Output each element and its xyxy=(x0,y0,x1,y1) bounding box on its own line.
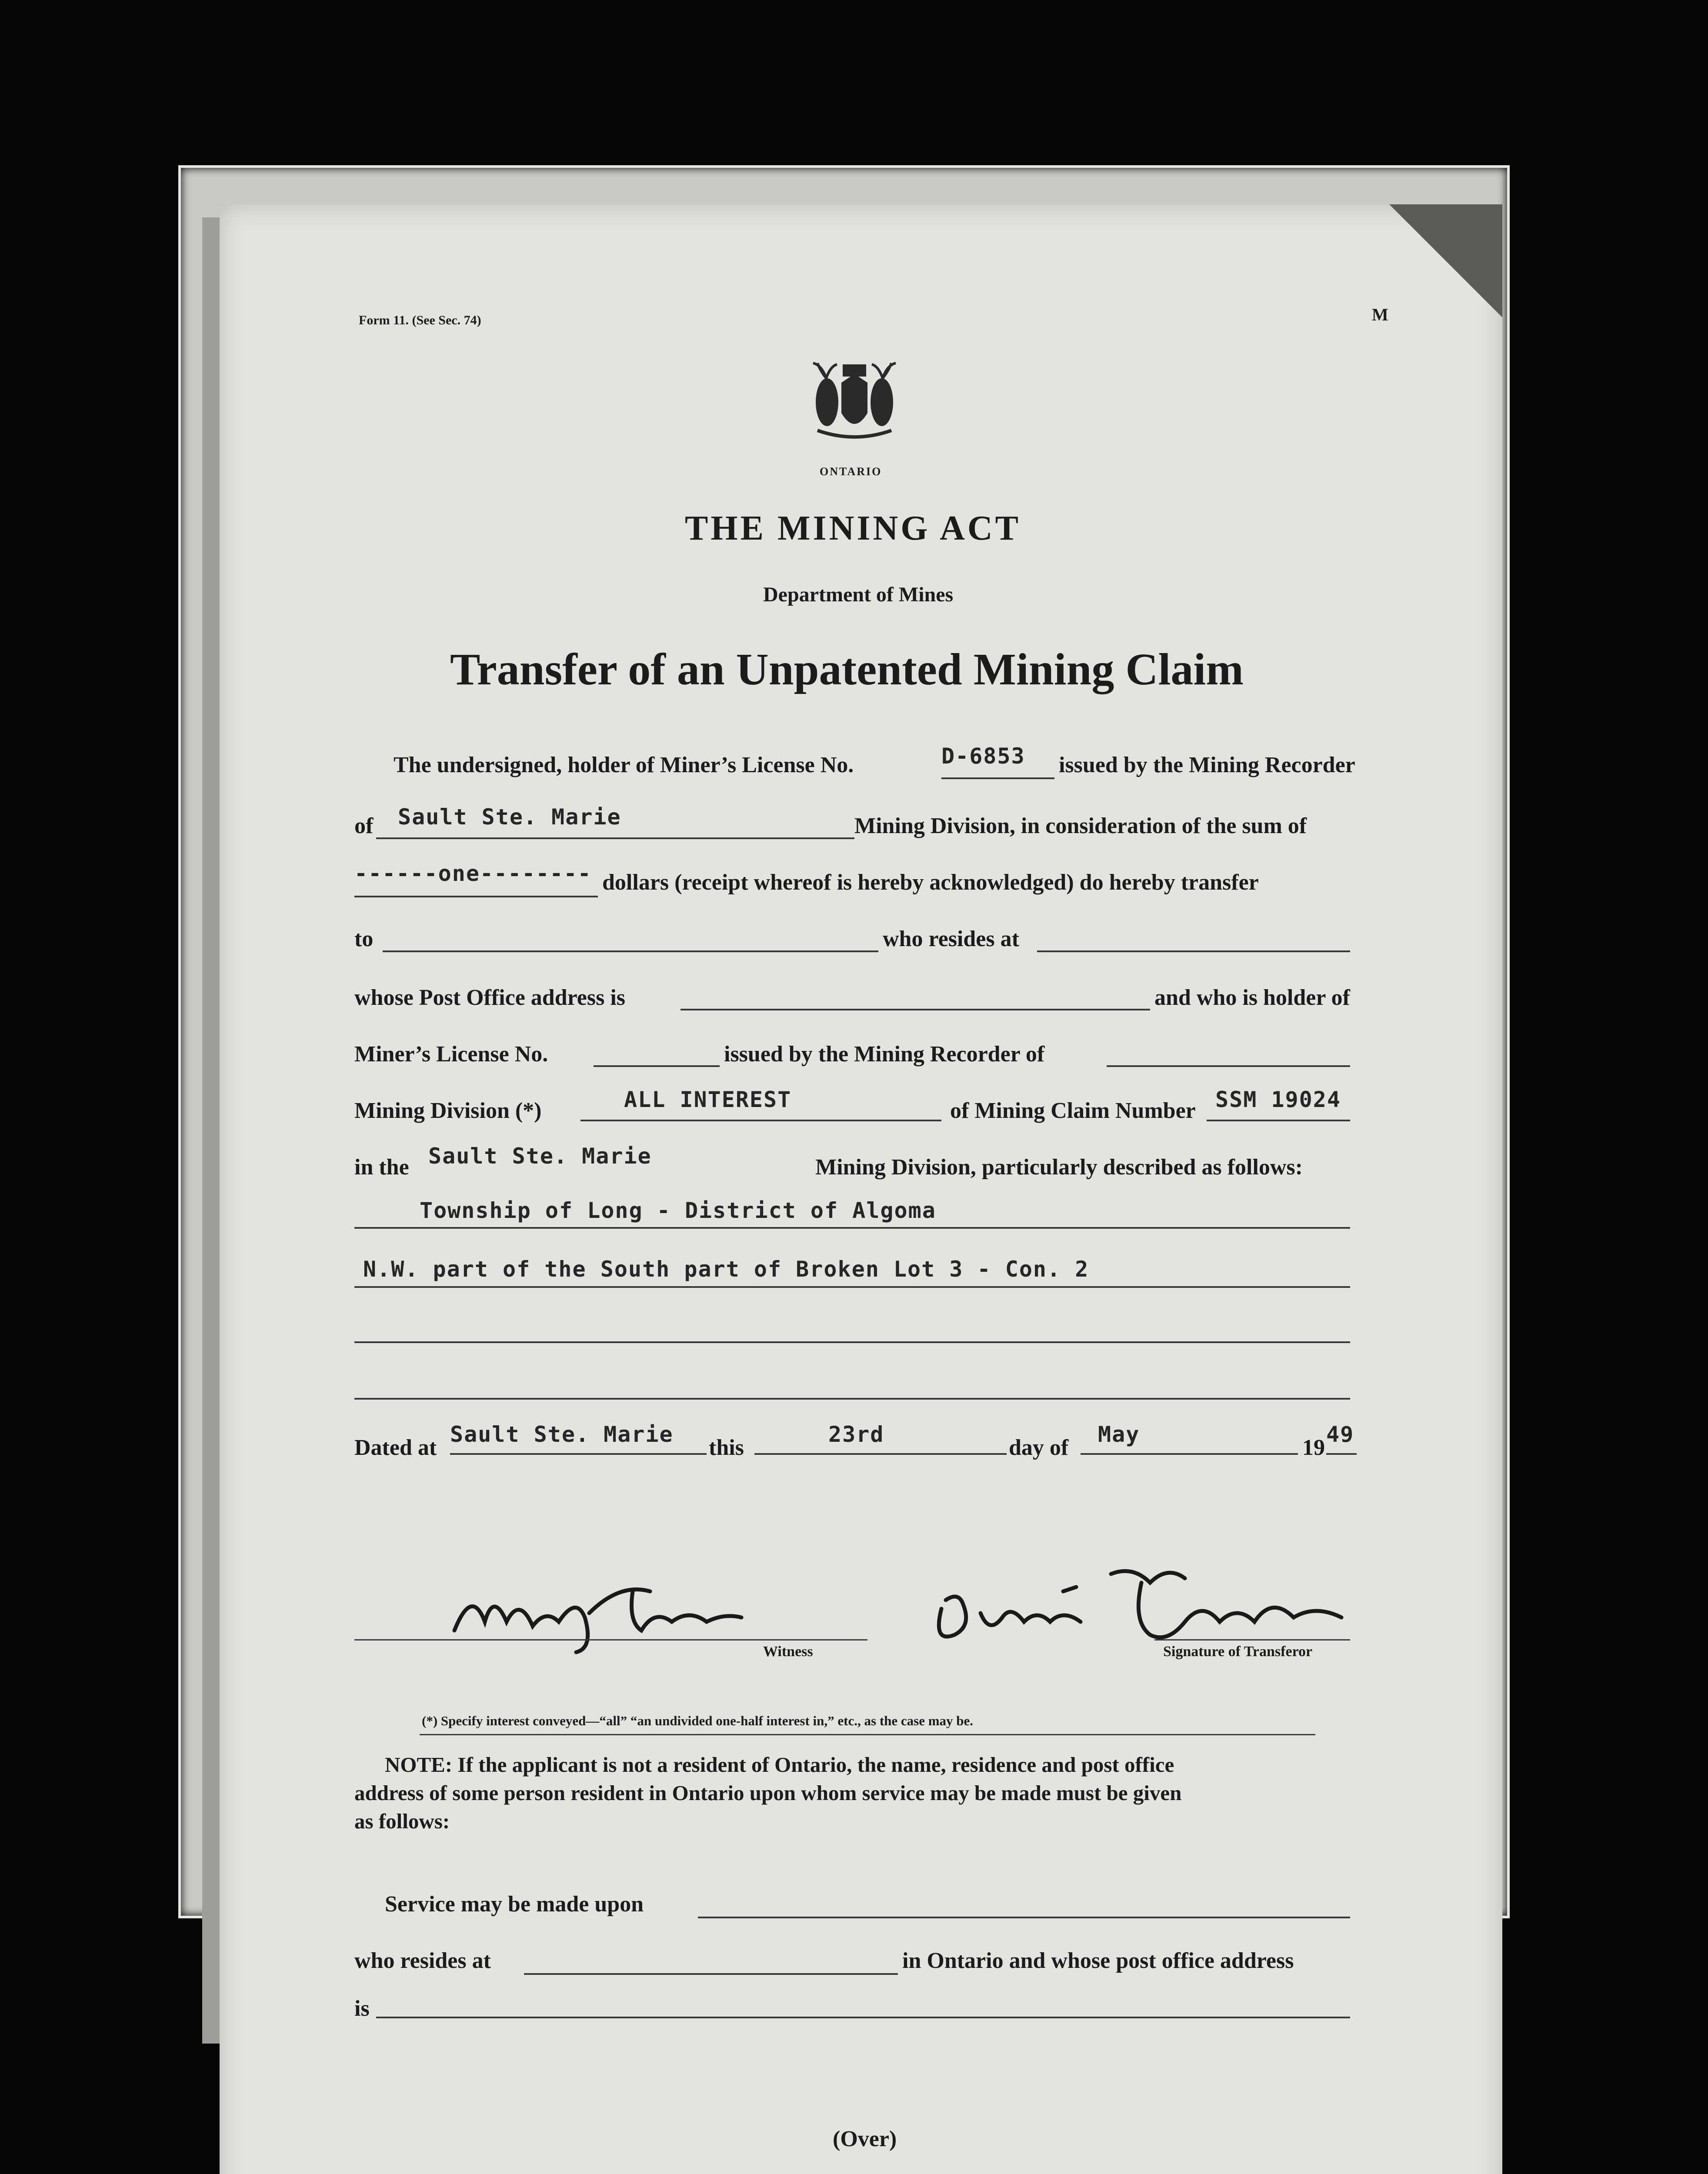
license-suffix: issued by the Mining Recorder xyxy=(1059,753,1355,777)
act-title: THE MINING ACT xyxy=(685,509,1021,547)
this-label: this xyxy=(709,1435,744,1460)
page-shadow-edge xyxy=(202,217,220,2044)
consideration-sum: ------one-------- xyxy=(354,861,592,886)
transferee-license-line xyxy=(594,1065,720,1067)
service-address-line xyxy=(376,2017,1350,2018)
transferor-signature-label: Signature of Transferor xyxy=(1163,1644,1313,1660)
service-line xyxy=(698,1917,1350,1918)
interest-line xyxy=(580,1120,941,1121)
folded-corner xyxy=(1389,204,1502,317)
service-residence-line xyxy=(524,1973,898,1975)
transferor-line xyxy=(1154,1639,1350,1641)
description-line-1: Township of Long - District of Algoma xyxy=(420,1198,936,1223)
description-rule-4 xyxy=(354,1398,1350,1400)
form-page xyxy=(220,204,1502,2174)
note-line-2: address of some person resident in Ontario upon whom service may be made must be given xyxy=(354,1781,1182,1805)
transferee-recorder-label: issued by the Mining Recorder of xyxy=(724,1042,1045,1067)
transferee-residence-line xyxy=(1037,950,1350,952)
division-prefix: in the xyxy=(354,1155,409,1180)
year-line xyxy=(1326,1453,1357,1455)
ontario-crest-icon xyxy=(800,361,909,461)
year-prefix: 19 xyxy=(1302,1435,1325,1460)
witness-line xyxy=(354,1639,867,1641)
transferee-recorder-line xyxy=(1107,1065,1350,1067)
transferor-signature-icon xyxy=(924,1557,1381,1657)
claim-number: SSM 19024 xyxy=(1215,1087,1341,1112)
transferor-license-number: D-6853 xyxy=(941,744,1025,769)
note-line-1: NOTE: If the applicant is not a resident of Ontario, the name, residence and post office xyxy=(385,1753,1174,1777)
dated-prefix: Dated at xyxy=(354,1435,437,1460)
service-resides-label: who resides at xyxy=(354,1948,491,1973)
transferee-resides-label: who resides at xyxy=(883,927,1019,951)
corner-mark: M xyxy=(1372,305,1388,324)
form-reference: Form 11. (See Sec. 74) xyxy=(359,313,481,327)
form-title: Transfer of an Unpatented Mining Claim xyxy=(450,644,1244,694)
transferee-license-prefix: Miner’s License No. xyxy=(354,1042,548,1067)
day-of-label: day of xyxy=(1009,1435,1069,1460)
day-line xyxy=(754,1453,1007,1455)
address-is-label: is xyxy=(354,1996,370,2021)
license-line xyxy=(941,777,1054,779)
recorder-prefix: of xyxy=(354,814,374,838)
transferee-prefix: to xyxy=(354,927,374,951)
division-suffix: Mining Division, particularly described as follows: xyxy=(815,1155,1303,1180)
post-office-suffix: and who is holder of xyxy=(1154,985,1350,1010)
interest-prefix: Mining Division (*) xyxy=(354,1098,542,1123)
claim-number-label: of Mining Claim Number xyxy=(950,1098,1196,1123)
day-value: 23rd xyxy=(828,1422,884,1447)
year-value: 49 xyxy=(1326,1422,1354,1447)
post-office-prefix: whose Post Office address is xyxy=(354,985,626,1010)
dated-place: Sault Ste. Marie xyxy=(450,1422,674,1447)
description-rule-2 xyxy=(354,1286,1350,1288)
recorder-suffix: Mining Division, in consideration of the sum of xyxy=(854,814,1307,838)
ontario-address-label: in Ontario and whose post office address xyxy=(902,1948,1294,1973)
department-name: Department of Mines xyxy=(763,583,954,606)
description-line-2: N.W. part of the South part of Broken Lot 3 - Con. 2 xyxy=(363,1257,1089,1282)
month-line xyxy=(1081,1453,1298,1455)
month-value: May xyxy=(1098,1422,1140,1447)
claim-number-line xyxy=(1207,1120,1350,1121)
footnote-rule xyxy=(420,1734,1315,1735)
service-label: Service may be made upon xyxy=(385,1892,644,1917)
dated-place-line xyxy=(450,1453,707,1455)
recorder-division: Sault Ste. Marie xyxy=(398,804,621,830)
crest-caption: ONTARIO xyxy=(820,465,882,478)
description-rule-3 xyxy=(354,1341,1350,1343)
over-label: (Over) xyxy=(833,2127,897,2151)
note-line-3: as follows: xyxy=(354,1809,450,1833)
transferee-name-line xyxy=(383,950,878,952)
interest-conveyed: ALL INTEREST xyxy=(624,1087,792,1112)
license-prefix: The undersigned, holder of Miner’s License No. xyxy=(394,753,854,777)
mining-division: Sault Ste. Marie xyxy=(428,1144,652,1169)
recorder-line xyxy=(376,837,854,839)
interest-footnote: (*) Specify interest conveyed—“all” “an undivided one-half interest in,” etc., as the case may be. xyxy=(422,1713,974,1728)
description-rule-1 xyxy=(354,1227,1350,1229)
post-office-line xyxy=(681,1009,1150,1010)
sum-line xyxy=(354,896,598,897)
sum-suffix: dollars (receipt whereof is hereby acknowledged) do hereby transfer xyxy=(602,870,1259,895)
witness-label: Witness xyxy=(763,1644,813,1660)
